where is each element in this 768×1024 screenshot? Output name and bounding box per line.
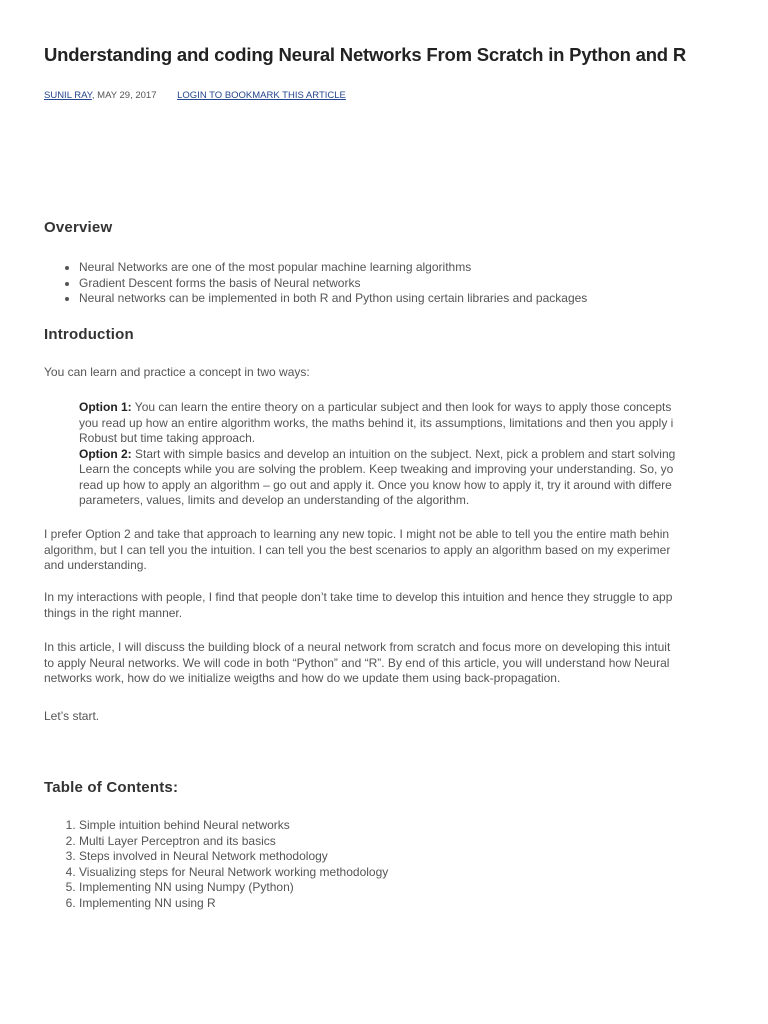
toc-item: 3. Steps involved in Neural Network methodology — [79, 849, 734, 865]
list-item: • Gradient Descent forms the basis of Neural networks — [79, 276, 734, 292]
author-link[interactable]: SUNIL RAY — [44, 90, 92, 101]
list-item: • Neural networks can be implemented in both R and Python using certain libraries and packages — [79, 291, 734, 307]
toc-heading: Table of Contents: — [44, 779, 179, 796]
intro-lead: You can learn and practice a concept in two ways: — [44, 365, 310, 379]
toc-item: 2. Multi Layer Perceptron and its basics — [79, 834, 734, 850]
overview-heading: Overview — [44, 219, 113, 236]
intro-paragraph-3: In this article, I will discuss the building block of a neural network from scratch and focus more on developing this intuit to apply Neural networks. We will code in both “Python” and “R”. By end of this article, you will understand how Neural networks work, how do we initialize weigths and how do we update them using back-propagation. — [44, 640, 671, 685]
option-2-label: Option 2: — [79, 446, 132, 461]
article-title: Understanding and coding Neural Networks From Scratch in Python and R — [44, 44, 687, 65]
article-meta — [44, 90, 346, 101]
overview-list — [44, 260, 734, 307]
option-2-item: • Option 2: Start with simple basics and develop an intuition on the subject. Next, pick a problem and start solving Learn the concepts while you are solving the problem. Keep tweaking and improving your understanding. So, yo read up how to apply an algorithm – go out and apply it. Once you know how to apply it, try it around with differe parameters, values, limits and develop an understanding of the algorithm. — [79, 447, 734, 509]
options-list — [44, 400, 734, 509]
intro-paragraph-2: In my interactions with people, I find that people don’t take time to develop this intuition and hence they struggle to app things in the right manner. — [44, 590, 673, 620]
introduction-heading: Introduction — [44, 326, 134, 343]
bookmark-link[interactable]: LOGIN TO BOOKMARK THIS ARTICLE — [177, 90, 346, 101]
list-item: • Neural Networks are one of the most popular machine learning algorithms — [79, 260, 734, 276]
publish-date: , MAY 29, 2017 — [91, 90, 157, 101]
toc-list — [44, 818, 734, 911]
toc-item: 6. Implementing NN using R — [79, 896, 734, 912]
option-1-label: Option 1: — [79, 400, 132, 414]
toc-item: 1. Simple intuition behind Neural networks — [79, 818, 734, 834]
option-1-item: • Option 1: You can learn the entire theory on a particular subject and then look for ways to apply those concepts you read up how an entire algorithm works, the maths behind it, its assumptions, limitations and then you apply i Robust but time taking approach. — [79, 400, 734, 447]
toc-item: 4. Visualizing steps for Neural Network working methodology — [79, 865, 734, 881]
intro-paragraph-4: Let’s start. — [44, 709, 100, 723]
intro-paragraph-1: I prefer Option 2 and take that approach to learning any new topic. I might not be able to tell you the entire math behin algorithm, but I can tell you the intuition. I can tell you the best scenarios to apply an algorithm based on my experimer and understanding. — [44, 527, 671, 572]
toc-item: 5. Implementing NN using Numpy (Python) — [79, 880, 734, 896]
